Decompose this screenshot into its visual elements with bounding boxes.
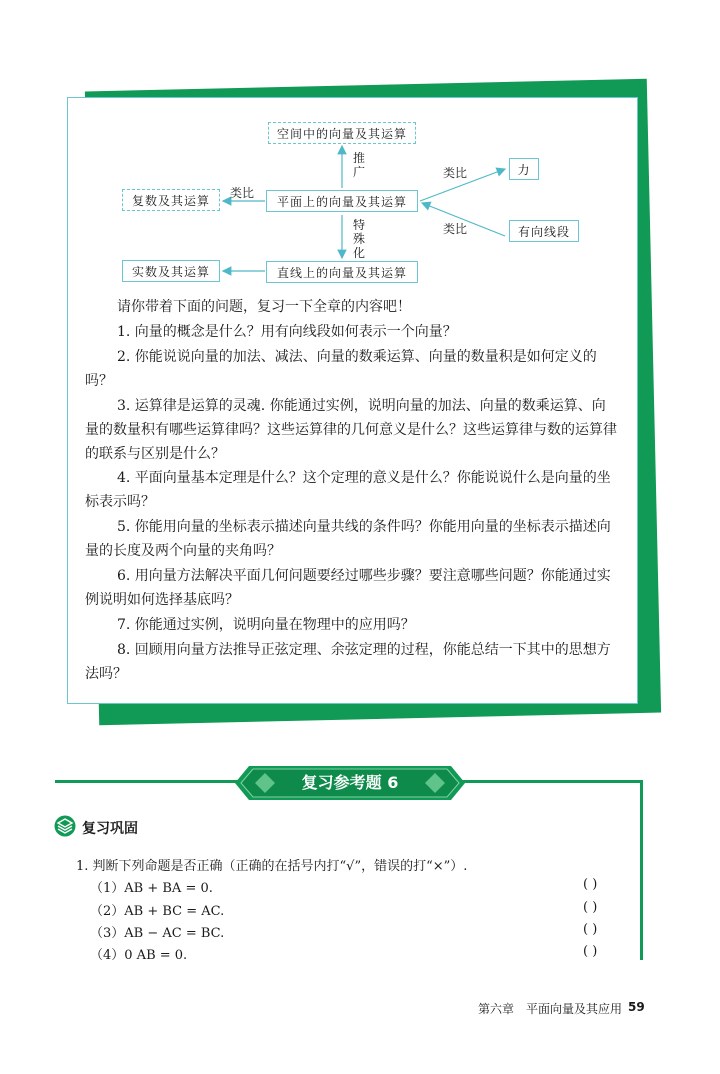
question-5: 5. 你能用向量的坐标表示描述向量共线的条件吗？你能用向量的坐标表示描述向量的长度及两个向量的夹角吗？: [85, 519, 611, 559]
label-analogy-bottom: 类比: [443, 222, 468, 236]
question-8: 8. 回顾用向量方法推导正弦定理、余弦定理的过程，你能总结一下其中的思想方法吗？: [85, 642, 611, 682]
item-expr: 0 AB = 0.: [124, 948, 188, 963]
answer-paren-4[interactable]: ( ): [583, 944, 598, 959]
question-4: 4. 平面向量基本定理是什么？这个定理的意义是什么？你能说说什么是向量的坐标表示吗？: [85, 470, 611, 510]
box-plane-vectors: 平面上的向量及其运算: [266, 190, 418, 212]
box-line-vectors: 直线上的向量及其运算: [266, 261, 418, 283]
answer-paren-1[interactable]: ( ): [583, 877, 598, 892]
box-real: 实数及其运算: [122, 260, 220, 282]
box-space-vectors: 空间中的向量及其运算: [268, 122, 416, 144]
banner-rule-right: [640, 780, 643, 960]
item-expr: AB + BA = 0.: [124, 881, 213, 896]
label-specialize: 特殊化: [352, 218, 365, 260]
intro-text: 请你带着下面的问题，复习一下全章的内容吧！: [117, 299, 411, 315]
box-force: 力: [509, 158, 539, 180]
layers-icon: [54, 815, 76, 837]
label-analogy-left: 类比: [230, 186, 255, 200]
question-6: 6. 用向量方法解决平面几何问题要经过哪些步骤？要注意哪些问题？你能通过实例说明如何选择基底吗？: [85, 568, 611, 608]
section-title: 复习巩固: [82, 821, 138, 837]
answer-paren-3[interactable]: ( ): [583, 922, 598, 937]
item-expr: AB + BC = AC.: [124, 904, 225, 919]
item-label: （4）: [90, 948, 125, 963]
exercise-item-4: [90, 944, 187, 963]
label-promote: 推广: [352, 151, 365, 179]
exercise-item-3: [90, 922, 224, 941]
item-label: （2）: [90, 904, 125, 919]
box-complex: 复数及其运算: [122, 189, 220, 211]
item-label: （3）: [90, 926, 125, 941]
item-expr: AB − AC = BC.: [124, 926, 225, 941]
exercise-question-1: 1. 判断下列命题是否正确（正确的在括号内打“√”，错误的打“×”）.: [76, 859, 468, 874]
footer-chapter: 第六章 平面向量及其应用: [478, 1002, 623, 1016]
banner-title: 复习参考题 6: [301, 773, 399, 792]
section-banner: [235, 766, 465, 800]
question-1: 1. 向量的概念是什么？用有向线段如何表示一个向量？: [117, 324, 457, 340]
box-directed-segment: 有向线段: [509, 220, 579, 242]
question-3: 3. 运算律是运算的灵魂. 你能通过实例，说明向量的加法、向量的数乘运算、向量的数量积有哪些运算律吗？这些运算律的几何意义是什么？这些运算律与数的运算律的联系与区别是什么？: [85, 398, 617, 462]
label-analogy-top: 类比: [443, 166, 468, 180]
exercise-item-2: [90, 900, 224, 919]
item-label: （1）: [90, 881, 125, 896]
page-number: 59: [628, 1000, 645, 1014]
question-2: 2. 你能说说向量的加法、减法、向量的数乘运算、向量的数量积是如何定义的吗？: [85, 349, 597, 389]
exercise-item-1: [90, 877, 213, 896]
question-7: 7. 你能通过实例，说明向量在物理中的应用吗？: [117, 617, 415, 633]
answer-paren-2[interactable]: ( ): [583, 900, 598, 915]
